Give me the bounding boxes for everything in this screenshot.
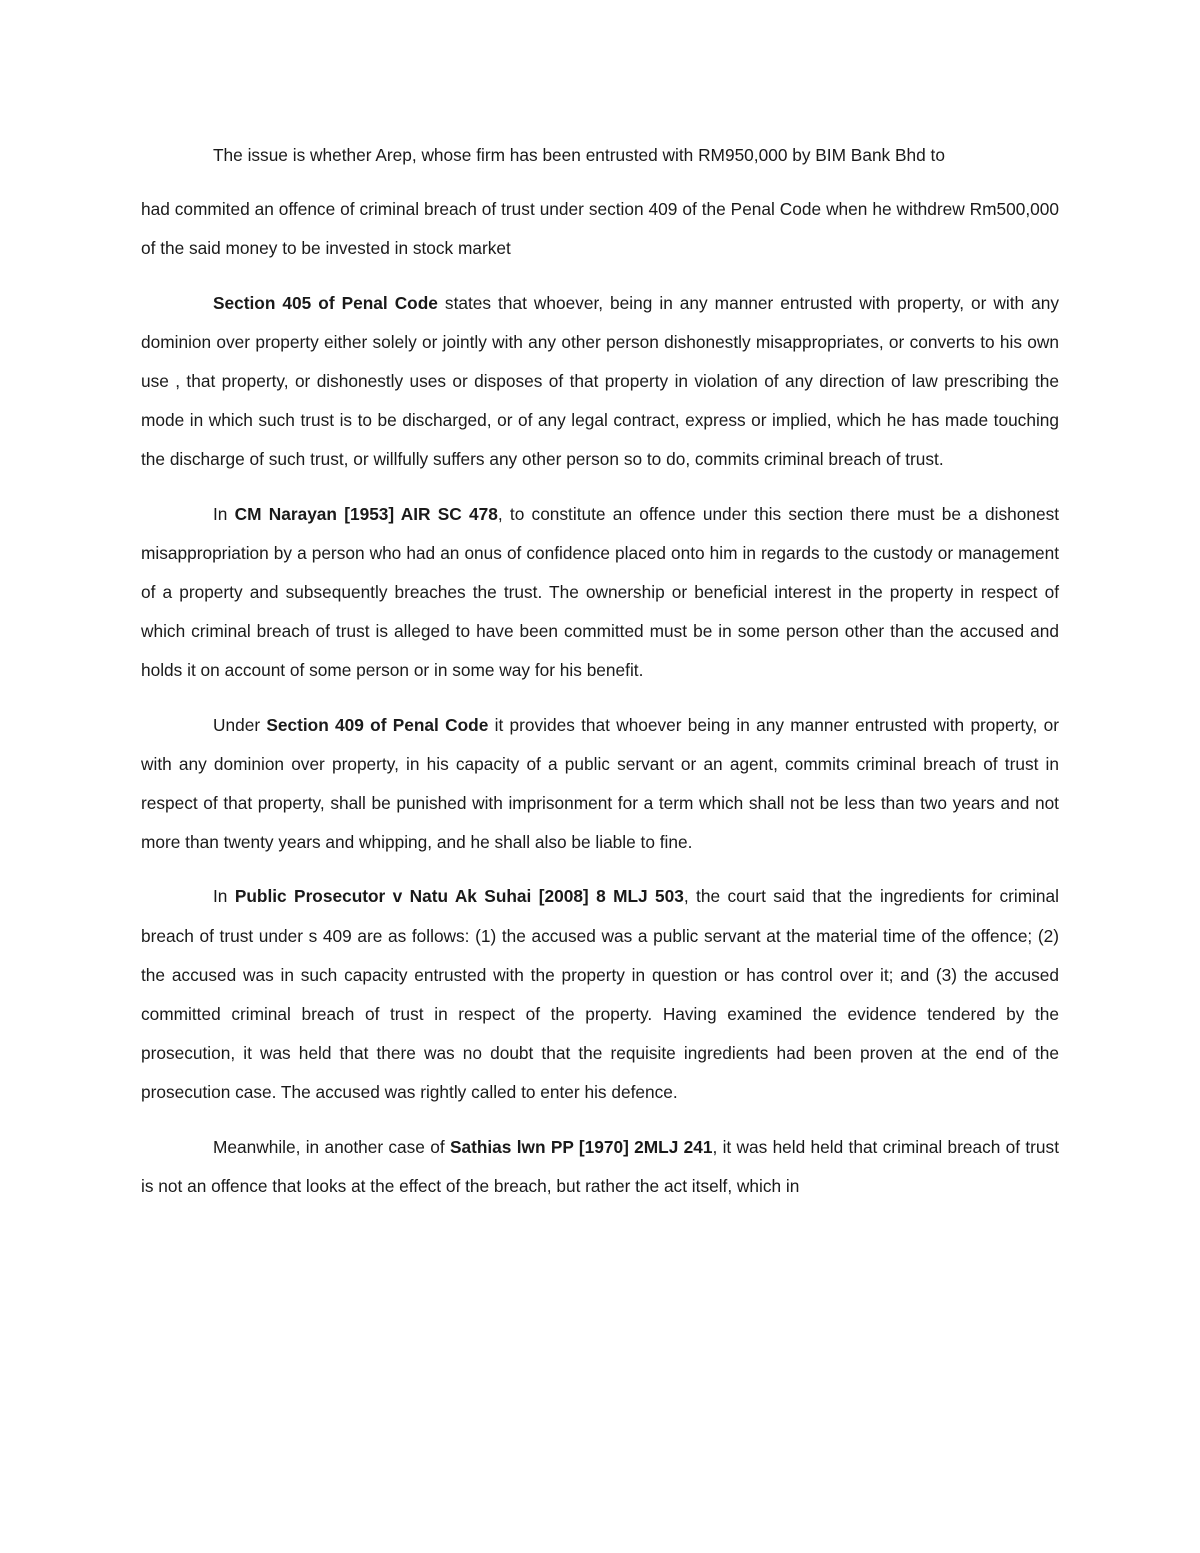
citation-section-409: Section 409 of Penal Code: [266, 714, 489, 735]
citation-section-405: Section 405 of Penal Code: [213, 292, 438, 313]
issue-continuation-text: had commited an offence of criminal breach of trust under section 409 of the Penal Code when he withdrew Rm500,000 of the said money to be invested in stock market: [141, 199, 1059, 259]
paragraph-lead: Under: [213, 714, 267, 735]
citation-natu-ak-suhai: Public Prosecutor v Natu Ak Suhai [2008] 8 MLJ 503: [234, 886, 684, 907]
citation-sathias: Sathias lwn PP [1970] 2MLJ 241: [449, 1136, 713, 1157]
citation-cm-narayan: CM Narayan [1953] AIR SC 478: [234, 503, 498, 524]
paragraph-text: it provides that whoever being in any manner entrusted with property, or with any dominion over property, in his capacity of a public servant or an agent, commits criminal breach of trust in respect of that property, shall be punished with imprisonment for a term which shall not be less than two years and not more than twenty years and whipping, and he shall also be liable to fine.: [141, 714, 1059, 853]
paragraph-lead: In: [213, 503, 235, 524]
paragraph-section-409: [141, 706, 1059, 863]
paragraph-text: , to constitute an offence under this section there must be a dishonest misappropriation by a person who had an onus of confidence placed onto him in regards to the custody or management of a property and subsequently breaches the trust. The ownership or beneficial interest in the property in respect of which criminal breach of trust is alleged to have been committed must be in some person other than the accused and holds it on account of some person or in some way for his benefit.: [141, 503, 1060, 681]
paragraph-lead: In: [213, 886, 235, 907]
paragraph-sathias: [141, 1128, 1059, 1206]
paragraph-text: , it was held held that criminal breach of trust is not an offence that looks at the effect of the breach, but rather the act itself, which in: [141, 1136, 1059, 1196]
paragraph-natu-ak-suhai: [141, 877, 1059, 1112]
issue-line-text: The issue is whether Arep, whose firm has been entrusted with RM950,000 by BIM Bank Bhd to: [213, 145, 945, 165]
paragraph-text: , the court said that the ingredients for criminal breach of trust under s 409 are as follows: (1) the accused was a public servant at the material time of the offence; (2) the accused was in such capacity entrusted with the property in question or has control over it; and (3) the accused committed criminal breach of trust in respect of the property. Having examined the evidence tendered by the prosecution, it was held that there was no doubt that the requisite ingredients had been proven at the end of the prosecution case. The accused was rightly called to enter his defence.: [141, 886, 1059, 1103]
document-body: [141, 136, 1059, 1206]
issue-line: [141, 136, 1059, 175]
paragraph-lead: Meanwhile, in another case of: [213, 1136, 450, 1157]
issue-continuation: [141, 190, 1059, 268]
paragraph-cm-narayan: [141, 495, 1059, 691]
paragraph-section-405: [141, 284, 1059, 480]
paragraph-text: states that whoever, being in any manner entrusted with property, or with any dominion over property either solely or jointly with any other person dishonestly misappropriates, or converts to his own use , that property, or dishonestly uses or disposes of that property in violation of any direction of law prescribing the mode in which such trust is to be discharged, or of any legal contract, express or implied, which he has made touching the discharge of such trust, or willfully suffers any other person so to do, commits criminal breach of trust.: [141, 292, 1059, 470]
